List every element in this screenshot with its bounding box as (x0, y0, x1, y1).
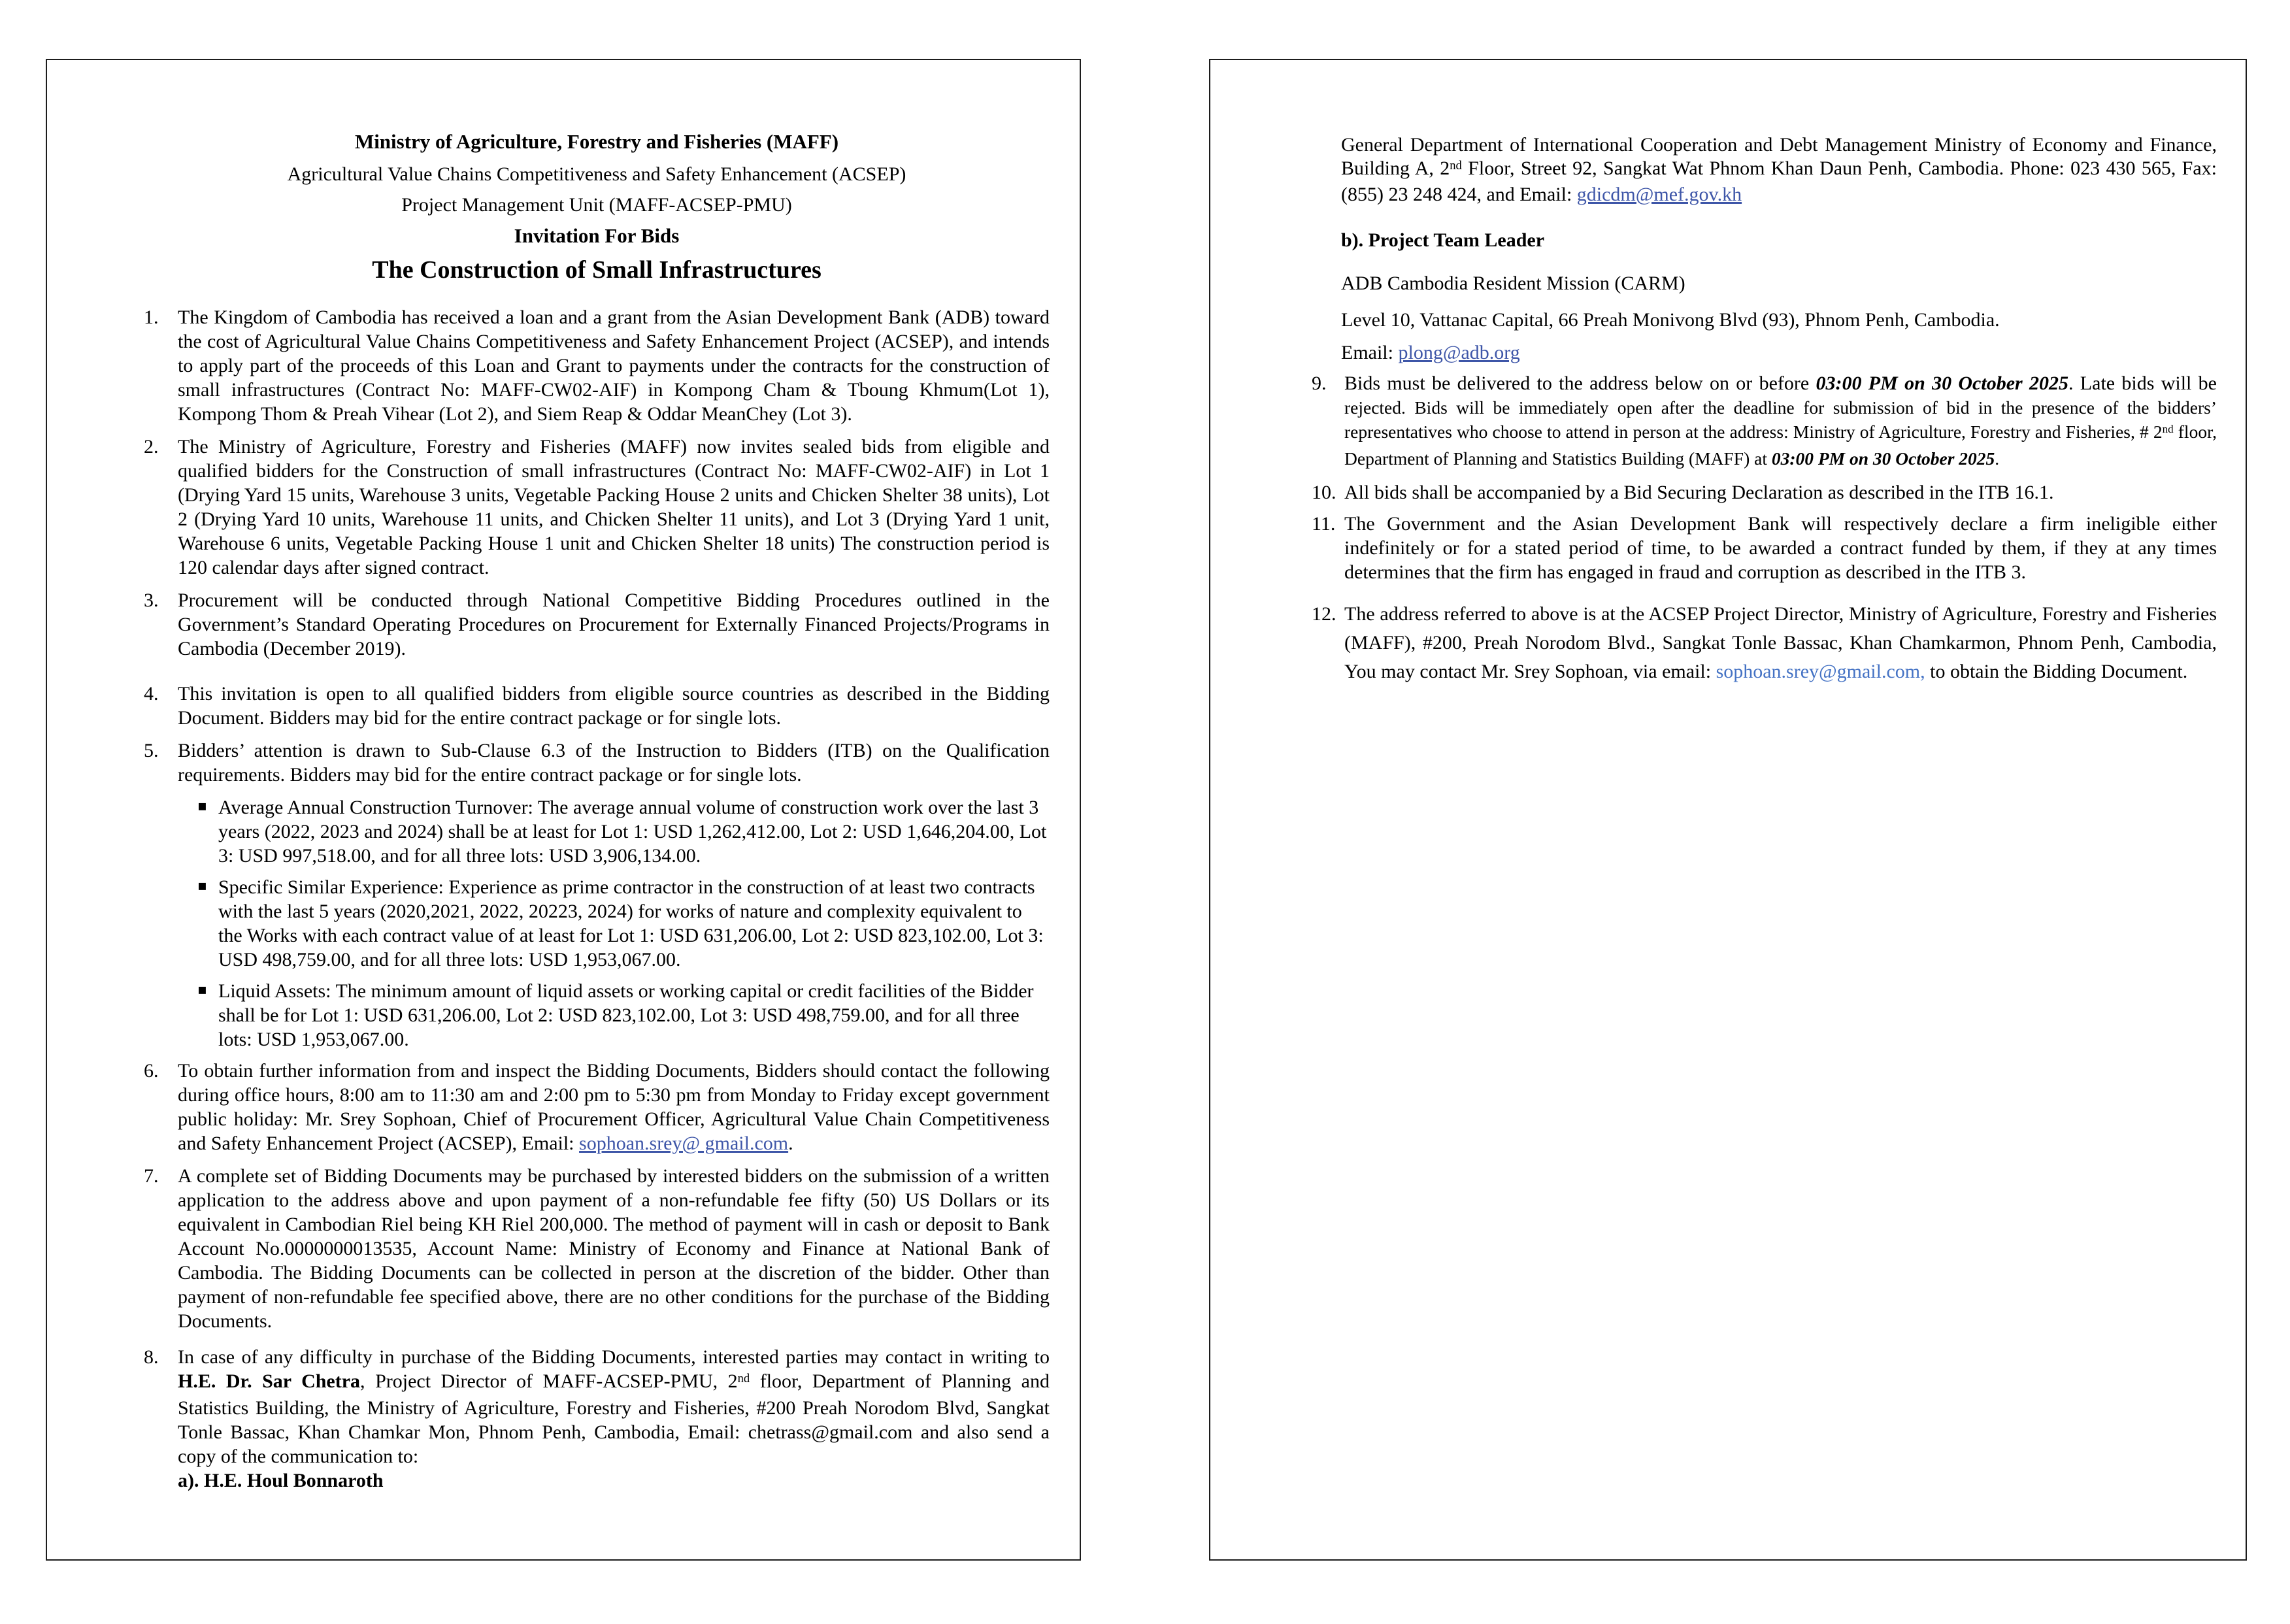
text-segment: . (1995, 448, 2000, 469)
item-text (1344, 603, 2217, 682)
item-text (1344, 482, 2054, 503)
bullet-text: Specific Similar Experience: Experience as prime contractor in the construction of at least two contracts with the last 5 years (2020,2021, 2022, 20223, 2024) for works of nature and complexity equivalent to the Works with each contract value of at least for Lot 1: USD 631,206.00, Lot 2: USD 823,102.00, Lot 3: USD 498,759.00, and for all three lots: USD 1,953,067.00. (218, 876, 1044, 970)
item-text (1344, 373, 2217, 469)
contact-b-organization: ADB Cambodia Resident Mission (CARM) (1341, 273, 1685, 294)
item-text (178, 1165, 1050, 1332)
bullet-item-liquid-assets (144, 979, 1050, 1052)
text-segment: To obtain further information from and inspect the Bidding Documents, Bidders should contact the following during office hours, 8:00 am to 11:30 am and 2:00 pm to 5:30 pm from Monday to Friday except government public holiday: Mr. Srey Sophoan, Chief of Procurement Officer, Agricultural Value Chain Competitiveness and Safety Enhancement Project (ACSEP), Email: (178, 1060, 1050, 1154)
list-item-6 (144, 1059, 1050, 1155)
text-segment: All bids shall be accompanied by a Bid Securing Declaration as described in the ITB 16.1. (1344, 482, 2054, 503)
list-item-5 (144, 738, 1050, 787)
text-segment: rejected. Bids will be immediately open after the deadline for submission of bid in the presence of the bidders’ representatives who choose to attend in person at the address: Ministry of Agriculture, Forestry and Fisheries, # 2 (1344, 397, 2217, 442)
contact-b-email-line (1341, 341, 2217, 365)
item-number: 2. (144, 436, 159, 457)
bullet-text: Average Annual Construction Turnover: The average annual volume of construction work over the last 3 years (2022, 2023 and 2024) shall be at least for Lot 1: USD 1,262,412.00, Lot 2: USD 1,646,204.00, Lot 3: USD 997,518.00, and for all three lots: USD 3,906,134.00. (218, 797, 1047, 867)
item-text (178, 740, 1050, 786)
project-unit: Project Management Unit (MAFF-ACSEP-PMU) (401, 194, 792, 216)
list-item-11 (1312, 512, 2217, 584)
text-segment: Procurement will be conducted through National Competitive Bidding Procedures outlined in the Government’s Standard Operating Procedures on Procurement for Externally Financed Projects/Programs in Cambodia (December 2019). (178, 589, 1050, 659)
project-name: Agricultural Value Chains Competitiveness and Safety Enhancement (ACSEP) (287, 163, 906, 185)
item-number: 11. (1312, 513, 1336, 535)
list-item-7 (144, 1164, 1050, 1333)
list-item-1 (144, 305, 1050, 426)
text-segment: The Kingdom of Cambodia has received a loan and a grant from the Asian Development Bank (ADB) toward the cost of Agricultural Value Chains Competitiveness and Safety Enhancement Project (ACSEP), and intends to apply part of the proceeds of this Loan and Grant to payments under the contracts for the construction of small infrastructures (Contract No: MAFF-CW02-AIF) in Kompong Cham & Tboung Khmum(Lot 1), Kompong Thom & Preah Vihear (Lot 2), and Siem Reap & Oddar MeanChey (Lot 3). (178, 307, 1050, 425)
text-segment: nd (1450, 159, 1462, 173)
list-item-3 (144, 588, 1050, 661)
text-segment: , Project Director of MAFF-ACSEP-PMU, 2 (360, 1370, 738, 1392)
text-segment: A complete set of Bidding Documents may be purchased by interested bidders on the submission of a written application to the address above and upon payment of a non-refundable fee fifty (50) US Dollars or its equivalent in Cambodian Riel being KH Riel 200,000. The method of payment will in cash or deposit to Bank Account No.0000000013535, Account Name: Ministry of Economy and Finance at National Bank of Cambodia. The Bidding Documents can be collected in person at the discretion of the bidder. Other than payment of non-refundable fee specified above, there are no other conditions for the purchase of the Bidding Documents. (178, 1165, 1050, 1332)
page-1-content (47, 60, 1080, 1493)
item-number: 9. (1312, 373, 1327, 394)
item-number: 12. (1312, 603, 1336, 625)
item-number: 3. (144, 589, 159, 611)
item-text (178, 436, 1050, 578)
list-item-9 (1312, 371, 2217, 471)
bullet-text: Liquid Assets: The minimum amount of liquid assets or working capital or credit facilities of the Bidder shall be for Lot 1: USD 631,206.00, Lot 2: USD 823,102.00, Lot 3: USD 498,759.00, and for all three lots: USD 1,953,067.00. (218, 980, 1034, 1050)
item-number: 10. (1312, 482, 1336, 503)
text-segment: . (788, 1133, 793, 1154)
text-segment: 03:00 PM on 30 October 2025 (1816, 373, 2068, 394)
item-number: 6. (144, 1060, 159, 1082)
text-segment: The address referred to above is at the ACSEP Project Director, Ministry of Agriculture, Forestry and Fisheries (MAFF), #200, Preah Norodom Blvd., Sangkat Tonle Bassac, Khan Chamkarmon, Phnom Penh, Cambodia, You may contact Mr. Srey Sophoan, via email: (1344, 603, 2217, 682)
item-number: 1. (144, 307, 159, 328)
item-number: 8. (144, 1346, 159, 1368)
document-title: The Construction of Small Infrastructures (372, 256, 821, 284)
list-item-12 (1312, 600, 2217, 686)
ministry-title: Ministry of Agriculture, Forestry and Fisheries (MAFF) (354, 130, 839, 153)
list-item-2 (144, 435, 1050, 580)
contact-b-heading: b). Project Team Leader (1341, 229, 1545, 251)
text-segment: to obtain the Bidding Document. (1925, 661, 2188, 682)
text-segment: The Ministry of Agriculture, Forestry and Fisheries (MAFF) now invites sealed bids from eligible and qualified bidders for the Construction of small infrastructures (Contract No: MAFF-CW02-AIF) in Lot 1 (Drying Yard 15 units, Warehouse 3 units, Vegetable Packing House 2 units and Chicken Shelter 38 units), Lot 2 (Drying Yard 10 units, Warehouse 11 units, and Chicken Shelter 11 units), and Lot 3 (Drying Yard 1 unit, Warehouse 6 units, Vegetable Packing House 1 unit and Chicken Shelter 18 units) The construction period is 120 calendar days after signed contract. (178, 436, 1050, 578)
square-bullet-icon: ▪ (197, 982, 207, 998)
text-segment: . Late bids will be (2068, 373, 2217, 394)
email-link[interactable]: sophoan.srey@ gmail.com (579, 1133, 789, 1154)
text-segment: floor, Department of Planning and Statistics Building, the Ministry of Agriculture, Forestry and Fisheries, #200 Preah Norodom Blvd, Sangkat Tonle Bassac, Khan Chamkar Mon, Phnom Penh, Cambodia, Email: chetrass@gmail.com and also send a copy of the communication to: (178, 1370, 1050, 1467)
invitation-heading: Invitation For Bids (514, 224, 680, 247)
document-page-2 (1209, 59, 2247, 1561)
contact-b-address: Level 10, Vattanac Capital, 66 Preah Monivong Blvd (93), Phnom Penh, Cambodia. (1341, 309, 2000, 331)
square-bullet-icon: ▪ (197, 798, 207, 814)
list-item-10 (1312, 480, 2217, 505)
text-segment: a). H.E. Houl Bonnaroth (178, 1470, 384, 1491)
text-segment: General Department of International Cooperation and Debt Management Ministry of Economy and Finance, Building A, 2 (1341, 134, 2217, 179)
text-segment: This invitation is open to all qualified bidders from eligible source countries as described in the Bidding Document. Bidders may bid for the entire contract package or for single lots. (178, 683, 1050, 729)
email-link[interactable]: plong@adb.org (1398, 342, 1520, 363)
list-item-4 (144, 682, 1050, 730)
text-segment: floor, Department of Planning and Statistics Building (MAFF) at (1344, 422, 2217, 469)
document-page-1 (46, 59, 1081, 1561)
item-number: 4. (144, 683, 159, 704)
list-item-8 (144, 1345, 1050, 1493)
item-text (178, 589, 1050, 659)
contact-a-address (1341, 133, 2217, 207)
email-link[interactable]: gdicdm@mef.gov.kh (1576, 184, 1742, 205)
bullet-item-experience (144, 875, 1050, 972)
text-segment: 03:00 PM on 30 October 2025 (1771, 448, 1995, 469)
bullet-item-turnover (144, 795, 1050, 868)
text-segment: H.E. Dr. Sar Chetra (178, 1370, 361, 1392)
text-segment: nd (2162, 423, 2174, 436)
item-text (178, 1346, 1050, 1493)
text-segment: The Government and the Asian Development Bank will respectively declare a firm ineligible either indefinitely or for a stated period of time, to be awarded a contract funded by them, if they at any times determines that the firm has engaged in fraud and corruption as described in the ITB 3. (1344, 513, 2217, 583)
item-text (178, 683, 1050, 729)
page-2-content (1210, 60, 2246, 686)
text-segment: Email: (1341, 342, 1399, 363)
item-text (1344, 513, 2217, 583)
text-segment: Floor, Street 92, Sangkat Wat Phnom Khan Daun Penh, Cambodia. Phone: 023 430 565, Fax: (855) 23 248 424, and Email: (1341, 157, 2217, 205)
square-bullet-icon: ▪ (197, 878, 207, 894)
text-segment: Bidders’ attention is drawn to Sub-Clause 6.3 of the Instruction to Bidders (ITB) on the Qualification requirements. Bidders may bid for the entire contract package or for single lots. (178, 740, 1050, 786)
text-segment: nd (737, 1372, 750, 1386)
text-segment: Bids must be delivered to the address below on or before (1344, 373, 1816, 394)
item-number: 5. (144, 740, 159, 761)
item-text (178, 307, 1050, 425)
item-number: 7. (144, 1165, 159, 1187)
email-link[interactable]: sophoan.srey@gmail.com, (1716, 661, 1925, 682)
text-segment: In case of any difficulty in purchase of the Bidding Documents, interested parties may contact in writing to (178, 1346, 1050, 1368)
item-text (178, 1060, 1050, 1154)
